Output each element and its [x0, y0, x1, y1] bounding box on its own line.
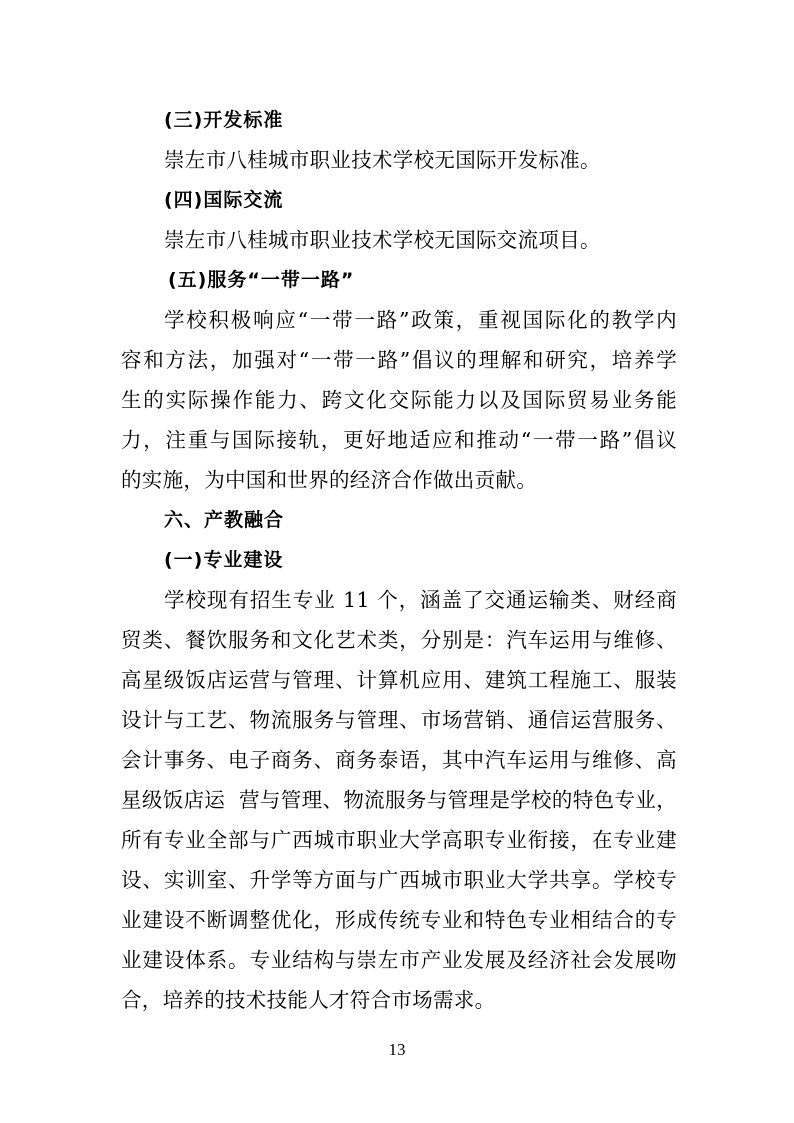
paragraph-line: 生的实际操作能力、跨文化交际能力以及国际贸易业务能	[121, 388, 677, 412]
chapter-heading-industry-education: 六、产教融合	[164, 509, 285, 531]
paragraph-line: 所有专业全部与广西城市职业大学高职专业衔接，在专业建	[121, 828, 677, 852]
paragraph-line: 设、实训室、升学等方面与广西城市职业大学共享。学校专	[121, 868, 677, 892]
paragraph-line: 学校现有招生专业 11 个，涵盖了交通运输类、财经商	[164, 588, 677, 612]
section-heading-international-exchange: (四)国际交流	[164, 189, 284, 211]
paragraph-line: 的实施，为中国和世界的经济合作做出贡献。	[121, 468, 537, 492]
paragraph-line: 学校积极响应“一带一路”政策，重视国际化的教学内	[164, 308, 677, 332]
paragraph-line: 崇左市八桂城市职业技术学校无国际交流项目。	[164, 228, 601, 252]
section-heading-belt-and-road: (五)服务“一带一路”	[168, 269, 355, 291]
paragraph-line: 星级饭店运 营与管理、物流服务与管理是学校的特色专业，	[121, 788, 677, 812]
paragraph-line: 高星级饭店运营与管理、计算机应用、建筑工程施工、服装	[121, 668, 677, 692]
paragraph-line: 容和方法，加强对“一带一路”倡议的理解和研究，培养学	[121, 348, 677, 372]
section-heading-major-construction: (一)专业建设	[164, 549, 284, 571]
page-number: 13	[388, 1040, 406, 1059]
paragraph-line: 崇左市八桂城市职业技术学校无国际开发标准。	[164, 148, 601, 172]
paragraph-line: 业建设不断调整优化，形成传统专业和特色专业相结合的专	[121, 908, 677, 932]
paragraph-line: 贸类、餐饮服务和文化艺术类，分别是：汽车运用与维修、	[121, 628, 677, 652]
section-heading-development-standards: (三)开发标准	[164, 109, 284, 131]
paragraph-line: 业建设体系。专业结构与崇左市产业发展及经济社会发展吻	[121, 948, 677, 972]
paragraph-line: 合，培养的技术技能人才符合市场需求。	[121, 988, 496, 1012]
paragraph-line: 设计与工艺、物流服务与管理、市场营销、通信运营服务、	[121, 708, 677, 732]
paragraph-line: 力，注重与国际接轨，更好地适应和推动“一带一路”倡议	[121, 428, 677, 452]
paragraph-line: 会计事务、电子商务、商务泰语，其中汽车运用与维修、高	[121, 748, 677, 772]
